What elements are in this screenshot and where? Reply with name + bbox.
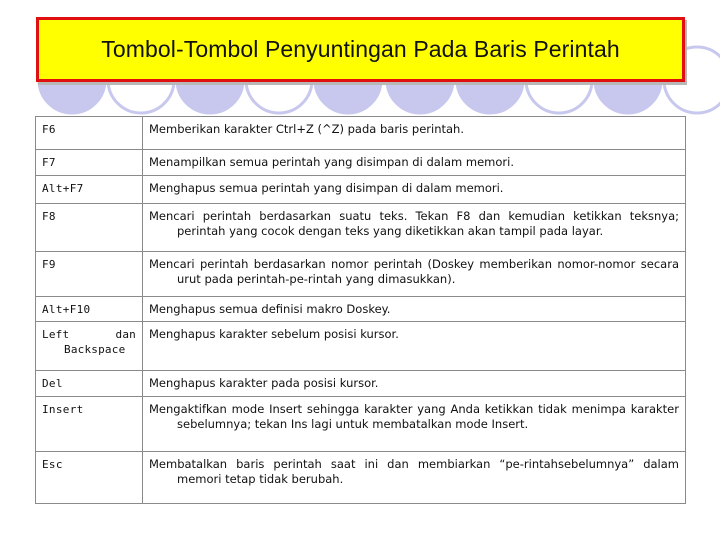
table-row — [36, 322, 686, 371]
key-cell: F7 — [36, 150, 143, 176]
desc-cell: Mengaktifkan mode Insert sehingga karakter yang Anda ketikkan tidak menimpa karakter sebelumnya; tekan Ins lagi untuk membatalkan mode Insert. — [149, 402, 679, 431]
key-cell: Esc — [36, 452, 143, 504]
desc-cell: Menampilkan semua perintah yang disimpan di dalam memori. — [143, 150, 686, 176]
desc-cell: Mencari perintah berdasarkan suatu teks. Tekan F8 dan kemudian ketikkan teksnya; perintah yang cocok dengan teks yang diketikkan akan tampil pada layar. — [149, 209, 679, 238]
table-row — [36, 176, 686, 204]
desc-cell: Mencari perintah berdasarkan nomor perintah (Doskey memberikan nomor-nomor secara urut pada perintah-pe-rintah yang dimasukkan). — [149, 257, 679, 286]
key-cell: F8 — [36, 204, 143, 252]
key-cell: Del — [36, 371, 143, 397]
title-box — [36, 17, 685, 82]
key-cell: Insert — [36, 397, 143, 452]
table-row — [36, 117, 686, 150]
desc-cell: Menghapus karakter pada posisi kursor. — [143, 371, 686, 397]
table-row — [36, 397, 686, 452]
desc-cell: Menghapus semua definisi makro Doskey. — [143, 297, 686, 322]
table-row — [36, 150, 686, 176]
table-row — [36, 371, 686, 397]
page-title: Tombol-Tombol Penyuntingan Pada Baris Perintah — [101, 36, 620, 62]
command-table — [35, 116, 686, 504]
table-row — [36, 297, 686, 322]
table-row — [36, 204, 686, 252]
key-cell: Alt+F10 — [36, 297, 143, 322]
key-cell: F6 — [36, 117, 143, 150]
key-cell: F9 — [36, 252, 143, 297]
desc-cell: Membatalkan baris perintah saat ini dan membiarkan “pe-rintahsebelumnya” dalam memori tetap tidak berubah. — [149, 457, 679, 486]
table-row — [36, 252, 686, 297]
key-cell: Alt+F7 — [36, 176, 143, 204]
desc-cell: Menghapus semua perintah yang disimpan di dalam memori. — [143, 176, 686, 204]
desc-cell: Memberikan karakter Ctrl+Z (^Z) pada baris perintah. — [143, 117, 686, 150]
table-row — [36, 452, 686, 504]
key-cell: Left dan Backspace — [42, 328, 136, 356]
desc-cell: Menghapus karakter sebelum posisi kursor. — [143, 322, 686, 371]
